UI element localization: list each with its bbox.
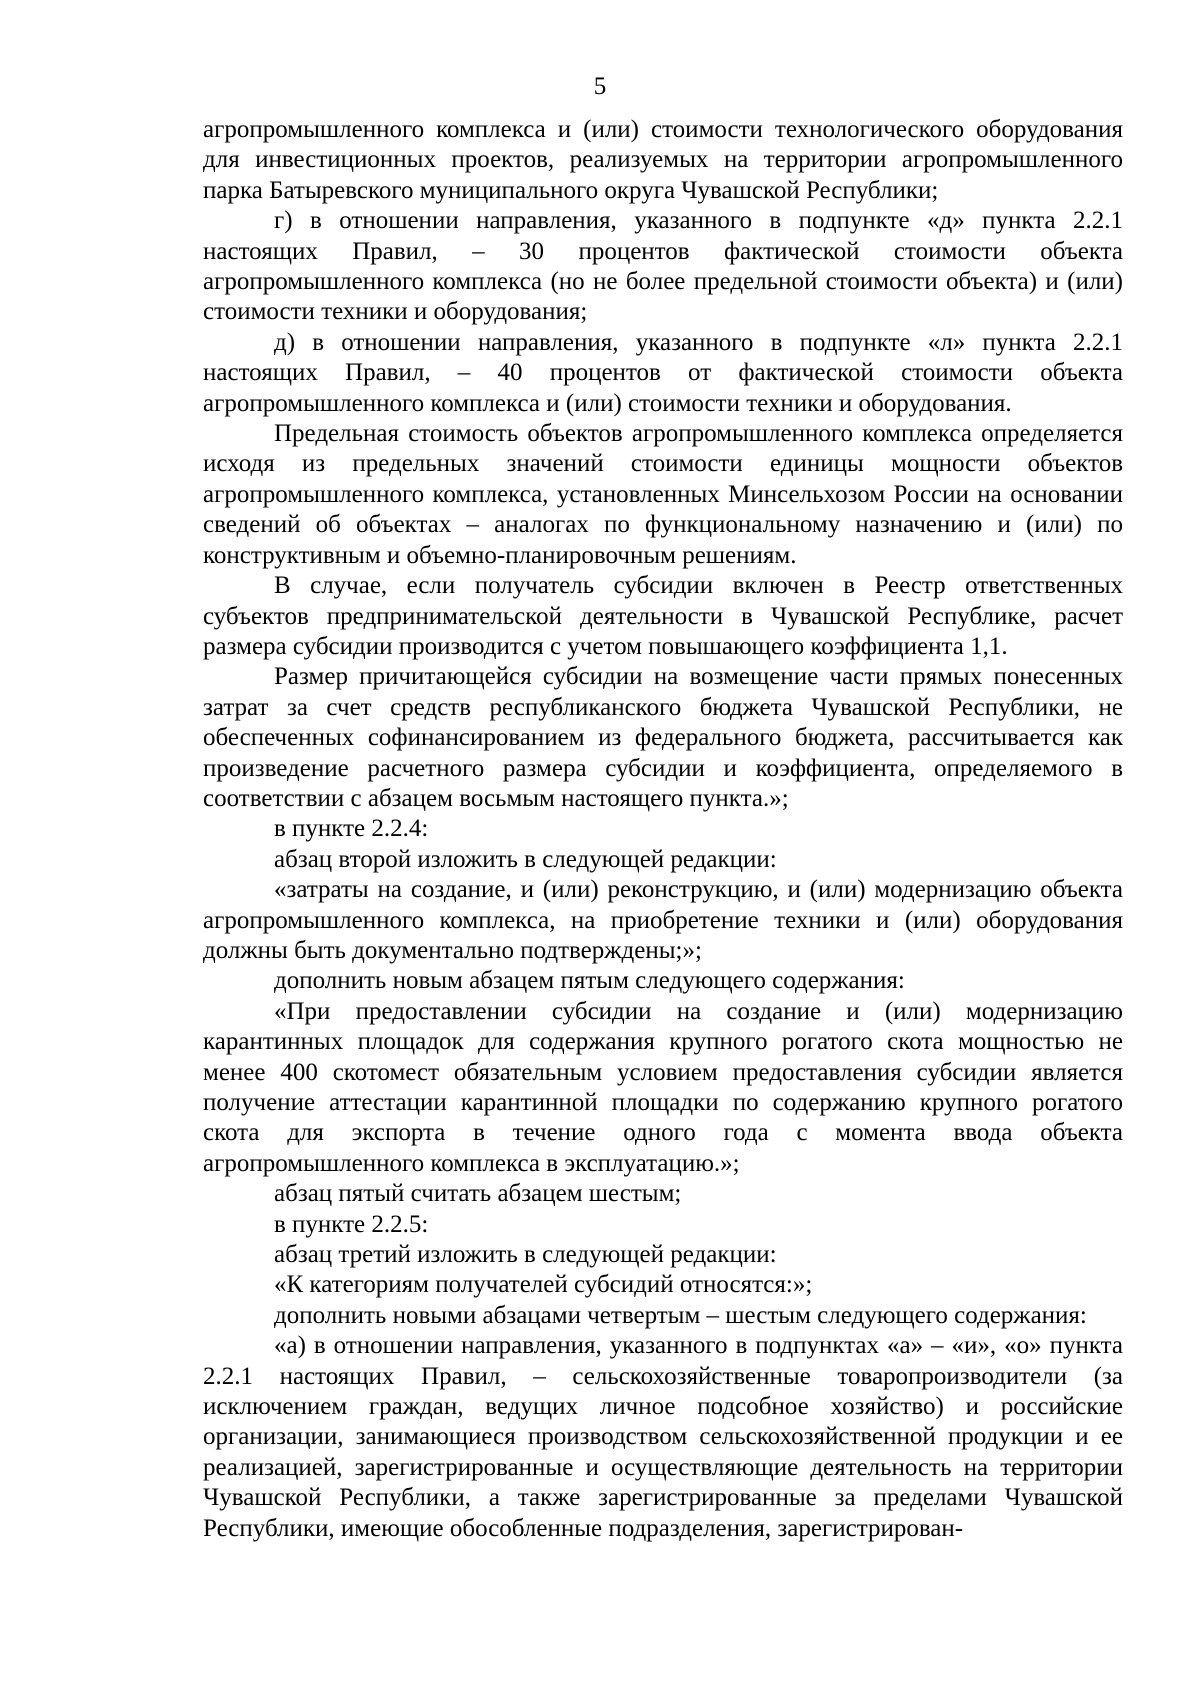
body-paragraph: Размер причитающейся субсидии на возмещение части прямых понесенных затрат за счет средств республиканского бюджета Чувашской Республики, не обеспеченных софинансированием из федерального бюджета, рассчитывается как произведение расчетного размера субсидии и коэффициента, определяемого в соответствии с абзацем восьмым настоящего пункта.»; xyxy=(203,663,1123,812)
body-paragraph: Предельная стоимость объектов агропромышленного комплекса определяется исходя из предельных значений стоимости единицы мощности объектов агропромышленного комплекса, установленных Минсельхозом России на основании сведений об объектах – аналогах по функциональному назначению и (или) по конструктивным и объемно-планировочным решениям. xyxy=(203,420,1123,569)
body-paragraph: «При предоставлении субсидии на создание и (или) модернизацию карантинных площадок для содержания крупного рогатого скота мощностью не менее 400 скотомест обязательным условием предоставления субсидии является получение аттестации карантинной площадки по содержанию крупного рогатого скота для экспорта в течение одного года с момента ввода объекта агропромышленного комплекса в эксплуатацию.»; xyxy=(203,997,1123,1177)
body-paragraph: «затраты на создание, и (или) реконструкцию, и (или) модернизацию объекта агропромышленного комплекса, на приобретение техники и (или) оборудования должны быть документально подтверждены;»; xyxy=(203,876,1123,964)
body-paragraph: дополнить новым абзацем пятым следующего содержания: xyxy=(274,967,905,995)
body-paragraph: «К категориям получателей субсидий относятся:»; xyxy=(274,1271,813,1299)
body-paragraph: г) в отношении направления, указанного в подпункте «д» пункта 2.2.1 настоящих Правил, – 30 процентов фактической стоимости объекта агропромышленного комплекса (но не более предельной стоимости объекта) и (или) стоимости техники и оборудования; xyxy=(203,207,1123,326)
body-paragraph: абзац второй изложить в следующей редакции: xyxy=(274,845,777,873)
page-number: 5 xyxy=(593,73,607,100)
body-paragraph: «а) в отношении направления, указанного в подпунктах «а» – «и», «о» пункта 2.2.1 настоящих Правил, – сельскохозяйственные товаропроизводители (за исключением граждан, ведущих личное подсобное хозяйство) и российские организации, занимающиеся производством сельскохозяйственной продукции и ее реализацией, зарегистрированные и осуществляющие деятельность на территории Чувашской Республики, а также зарегистрированные за пределами Чувашской Республики, имеющие обособленные подразделения, зарегистрирован- xyxy=(203,1332,1123,1542)
body-paragraph: д) в отношении направления, указанного в подпункте «л» пункта 2.2.1 настоящих Правил, – 40 процентов от фактической стоимости объекта агропромышленного комплекса и (или) стоимости техники и оборудования. xyxy=(203,328,1123,417)
body-paragraph: дополнить новыми абзацами четвертым – шестым следующего содержания: xyxy=(274,1301,1087,1329)
document-body xyxy=(203,115,1123,1544)
body-paragraph: в пункте 2.2.5: xyxy=(274,1210,429,1238)
body-paragraph: В случае, если получатель субсидии включен в Реестр ответственных субъектов предпринимательской деятельности в Чувашской Республике, расчет размера субсидии производится с учетом повышающего коэффициента 1,1. xyxy=(203,572,1123,660)
body-paragraph: абзац третий изложить в следующей редакции: xyxy=(274,1241,777,1269)
body-paragraph: агропромышленного комплекса и (или) стоимости технологического оборудования для инвестиционных проектов, реализуемых на территории агропромышленного парка Батыревского муниципального округа Чувашской Республики; xyxy=(203,116,1123,204)
body-paragraph: в пункте 2.2.4: xyxy=(274,815,429,843)
body-paragraph: абзац пятый считать абзацем шестым; xyxy=(274,1180,682,1208)
